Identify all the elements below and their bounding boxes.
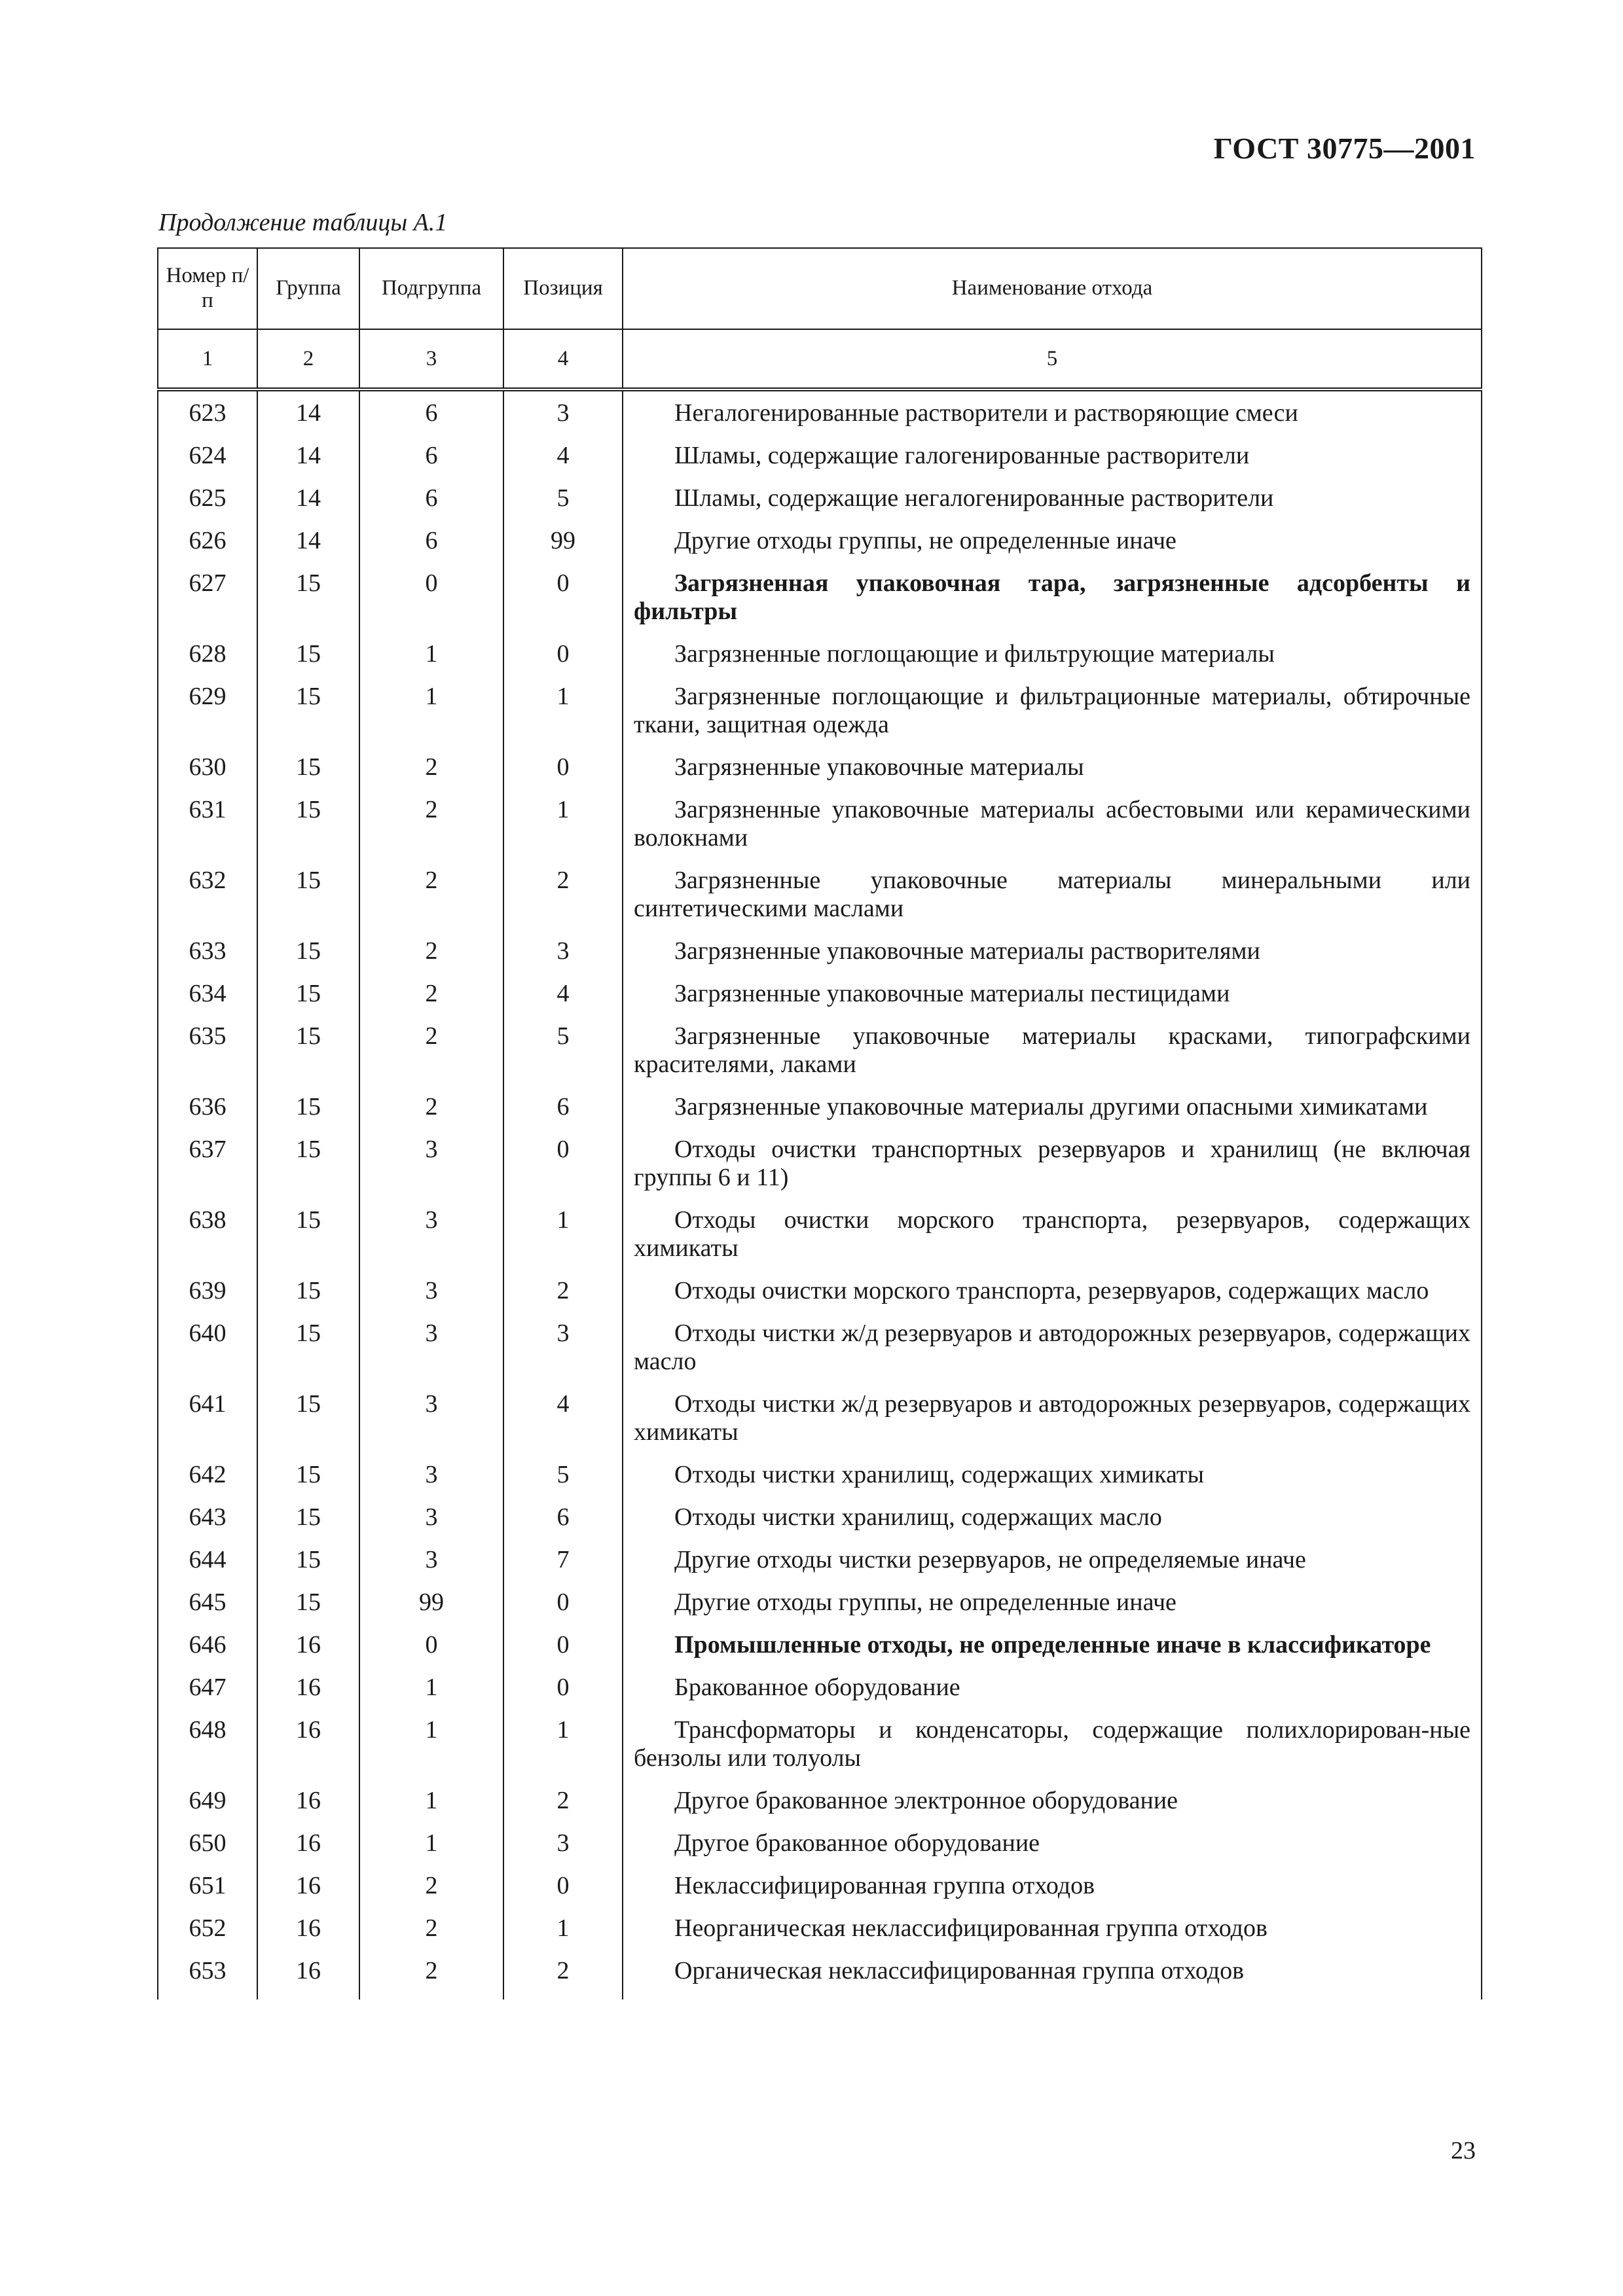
cell-number: 652	[158, 1914, 257, 1957]
cell-number: 640	[158, 1319, 257, 1390]
table-row	[158, 1716, 1482, 1787]
header-waste-name: Наименование отхода	[623, 248, 1482, 329]
cell-position: 1	[503, 796, 623, 867]
table-row	[158, 442, 1482, 484]
cell-waste-name: Загрязненные упаковочные материалы	[623, 753, 1482, 796]
table-row	[158, 1674, 1482, 1716]
cell-number: 645	[158, 1588, 257, 1631]
cell-number: 650	[158, 1829, 257, 1872]
cell-waste-name: Загрязненные упаковочные материалы минеральными или синтетическими маслами	[623, 867, 1482, 937]
cell-group: 14	[257, 527, 359, 569]
column-number: 4	[503, 329, 623, 389]
cell-number: 626	[158, 527, 257, 569]
cell-number: 648	[158, 1716, 257, 1787]
cell-position: 2	[503, 1277, 623, 1319]
cell-subgroup: 3	[359, 1136, 503, 1206]
cell-subgroup: 2	[359, 1093, 503, 1136]
cell-position: 7	[503, 1546, 623, 1588]
table-row	[158, 683, 1482, 753]
cell-subgroup: 1	[359, 1787, 503, 1829]
cell-subgroup: 1	[359, 1716, 503, 1787]
cell-waste-name: Загрязненные упаковочные материалы другими опасными химикатами	[623, 1093, 1482, 1136]
document-code: ГОСТ 30775—2001	[1213, 132, 1476, 165]
cell-number: 642	[158, 1461, 257, 1503]
cell-subgroup: 6	[359, 484, 503, 527]
cell-number: 637	[158, 1136, 257, 1206]
cell-waste-name: Другие отходы чистки резервуаров, не определяемые иначе	[623, 1546, 1482, 1588]
cell-position: 3	[503, 1319, 623, 1390]
cell-waste-name: Отходы очистки морского транспорта, резервуаров, содержащих химикаты	[623, 1206, 1482, 1277]
table-row	[158, 1093, 1482, 1136]
cell-number: 641	[158, 1390, 257, 1461]
cell-group: 16	[257, 1674, 359, 1716]
cell-waste-name: Загрязненная упаковочная тара, загрязненные адсорбенты и фильтры	[623, 569, 1482, 640]
cell-waste-name: Отходы чистки ж/д резервуаров и автодорожных резервуаров, содержащих масло	[623, 1319, 1482, 1390]
cell-group: 15	[257, 1588, 359, 1631]
page-number: 23	[1451, 2137, 1476, 2164]
cell-group: 15	[257, 569, 359, 640]
table-row	[158, 796, 1482, 867]
cell-group: 16	[257, 1957, 359, 2000]
cell-waste-name: Загрязненные поглощающие и фильтрующие материалы	[623, 640, 1482, 683]
table-row	[158, 1022, 1482, 1093]
cell-position: 1	[503, 1716, 623, 1787]
cell-position: 3	[503, 937, 623, 980]
cell-subgroup: 2	[359, 1022, 503, 1093]
cell-waste-name: Отходы чистки хранилищ, содержащих химикаты	[623, 1461, 1482, 1503]
table-row	[158, 1277, 1482, 1319]
cell-subgroup: 0	[359, 569, 503, 640]
cell-number: 625	[158, 484, 257, 527]
cell-subgroup: 3	[359, 1206, 503, 1277]
cell-subgroup: 2	[359, 1914, 503, 1957]
cell-waste-name: Отходы очистки транспортных резервуаров и хранилищ (не включая группы 6 и 11)	[623, 1136, 1482, 1206]
cell-position: 6	[503, 1503, 623, 1546]
cell-number: 631	[158, 796, 257, 867]
column-number: 5	[623, 329, 1482, 389]
table-row	[158, 1546, 1482, 1588]
cell-position: 0	[503, 1872, 623, 1914]
cell-subgroup: 1	[359, 1829, 503, 1872]
table-row	[158, 389, 1482, 442]
cell-group: 16	[257, 1716, 359, 1787]
header-number: Номер п/п	[158, 248, 257, 329]
cell-group: 15	[257, 1136, 359, 1206]
cell-group: 15	[257, 867, 359, 937]
cell-subgroup: 6	[359, 442, 503, 484]
cell-number: 653	[158, 1957, 257, 2000]
cell-subgroup: 1	[359, 640, 503, 683]
cell-group: 15	[257, 1461, 359, 1503]
cell-waste-name: Загрязненные поглощающие и фильтрационные материалы, обтирочные ткани, защитная одежда	[623, 683, 1482, 753]
cell-group: 16	[257, 1914, 359, 1957]
table-row	[158, 640, 1482, 683]
cell-waste-name: Органическая неклассифицированная группа отходов	[623, 1957, 1482, 2000]
cell-number: 647	[158, 1674, 257, 1716]
cell-group: 15	[257, 1503, 359, 1546]
cell-position: 2	[503, 867, 623, 937]
cell-position: 99	[503, 527, 623, 569]
header-subgroup: Подгруппа	[359, 248, 503, 329]
cell-group: 15	[257, 1319, 359, 1390]
cell-subgroup: 2	[359, 753, 503, 796]
cell-waste-name: Негалогенированные растворители и растворяющие смеси	[623, 389, 1482, 442]
table-row	[158, 527, 1482, 569]
cell-number: 624	[158, 442, 257, 484]
cell-waste-name: Неорганическая неклассифицированная группа отходов	[623, 1914, 1482, 1957]
cell-waste-name: Шламы, содержащие галогенированные растворители	[623, 442, 1482, 484]
cell-waste-name: Другое бракованное оборудование	[623, 1829, 1482, 1872]
cell-position: 2	[503, 1787, 623, 1829]
table-row	[158, 569, 1482, 640]
cell-position: 1	[503, 683, 623, 753]
cell-number: 636	[158, 1093, 257, 1136]
table-row	[158, 1319, 1482, 1390]
cell-number: 632	[158, 867, 257, 937]
table-row	[158, 1787, 1482, 1829]
table-row	[158, 1872, 1482, 1914]
cell-number: 646	[158, 1631, 257, 1674]
cell-number: 638	[158, 1206, 257, 1277]
column-number-row	[158, 329, 1482, 389]
cell-subgroup: 6	[359, 389, 503, 442]
cell-position: 0	[503, 1588, 623, 1631]
cell-waste-name: Шламы, содержащие негалогенированные растворители	[623, 484, 1482, 527]
table-row	[158, 1957, 1482, 2000]
cell-waste-name: Загрязненные упаковочные материалы растворителями	[623, 937, 1482, 980]
cell-group: 15	[257, 1022, 359, 1093]
table-row	[158, 1829, 1482, 1872]
cell-position: 0	[503, 1674, 623, 1716]
cell-group: 15	[257, 753, 359, 796]
cell-number: 623	[158, 389, 257, 442]
cell-subgroup: 2	[359, 796, 503, 867]
header-row	[158, 248, 1482, 329]
cell-waste-name: Другие отходы группы, не определенные иначе	[623, 1588, 1482, 1631]
cell-waste-name: Отходы чистки хранилищ, содержащих масло	[623, 1503, 1482, 1546]
cell-group: 15	[257, 683, 359, 753]
cell-group: 14	[257, 389, 359, 442]
cell-number: 627	[158, 569, 257, 640]
cell-group: 16	[257, 1872, 359, 1914]
cell-number: 634	[158, 980, 257, 1022]
cell-waste-name: Трансформаторы и конденсаторы, содержащие полихлорирован-ные бензолы или толуолы	[623, 1716, 1482, 1787]
cell-subgroup: 2	[359, 1872, 503, 1914]
cell-subgroup: 2	[359, 937, 503, 980]
cell-group: 14	[257, 484, 359, 527]
cell-group: 16	[257, 1631, 359, 1674]
cell-position: 4	[503, 980, 623, 1022]
cell-waste-name: Другое бракованное электронное оборудование	[623, 1787, 1482, 1829]
cell-position: 0	[503, 1136, 623, 1206]
cell-position: 1	[503, 1206, 623, 1277]
cell-position: 0	[503, 569, 623, 640]
cell-position: 0	[503, 753, 623, 796]
table-row	[158, 1390, 1482, 1461]
cell-position: 3	[503, 1829, 623, 1872]
cell-position: 6	[503, 1093, 623, 1136]
column-number: 1	[158, 329, 257, 389]
header-group: Группа	[257, 248, 359, 329]
cell-group: 15	[257, 1206, 359, 1277]
cell-number: 649	[158, 1787, 257, 1829]
cell-group: 15	[257, 1093, 359, 1136]
cell-subgroup: 0	[359, 1631, 503, 1674]
cell-subgroup: 3	[359, 1461, 503, 1503]
table-row	[158, 1206, 1482, 1277]
table-row	[158, 753, 1482, 796]
cell-waste-name: Отходы очистки морского транспорта, резервуаров, содержащих масло	[623, 1277, 1482, 1319]
cell-number: 651	[158, 1872, 257, 1914]
table-row	[158, 484, 1482, 527]
cell-number: 639	[158, 1277, 257, 1319]
cell-number: 635	[158, 1022, 257, 1093]
cell-group: 14	[257, 442, 359, 484]
table-caption: Продолжение таблицы А.1	[158, 209, 448, 236]
cell-number: 633	[158, 937, 257, 980]
cell-position: 0	[503, 640, 623, 683]
header-position: Позиция	[503, 248, 623, 329]
cell-position: 5	[503, 484, 623, 527]
cell-waste-name: Другие отходы группы, не определенные иначе	[623, 527, 1482, 569]
cell-subgroup: 3	[359, 1319, 503, 1390]
cell-group: 15	[257, 980, 359, 1022]
cell-waste-name: Загрязненные упаковочные материалы красками, типографскими красителями, лаками	[623, 1022, 1482, 1093]
table-row	[158, 1461, 1482, 1503]
cell-position: 4	[503, 442, 623, 484]
cell-waste-name: Неклассифицированная группа отходов	[623, 1872, 1482, 1914]
cell-subgroup: 2	[359, 867, 503, 937]
cell-subgroup: 1	[359, 683, 503, 753]
cell-position: 3	[503, 389, 623, 442]
cell-position: 2	[503, 1957, 623, 2000]
cell-group: 16	[257, 1829, 359, 1872]
cell-position: 4	[503, 1390, 623, 1461]
cell-group: 15	[257, 1546, 359, 1588]
table-row	[158, 937, 1482, 980]
cell-position: 5	[503, 1461, 623, 1503]
waste-table-container	[157, 247, 1481, 2000]
cell-number: 628	[158, 640, 257, 683]
cell-waste-name: Отходы чистки ж/д резервуаров и автодорожных резервуаров, содержащих химикаты	[623, 1390, 1482, 1461]
cell-group: 15	[257, 1390, 359, 1461]
cell-subgroup: 3	[359, 1503, 503, 1546]
cell-position: 0	[503, 1631, 623, 1674]
cell-waste-name: Промышленные отходы, не определенные иначе в классификаторе	[623, 1631, 1482, 1674]
cell-subgroup: 3	[359, 1277, 503, 1319]
table-row	[158, 1588, 1482, 1631]
cell-waste-name: Загрязненные упаковочные материалы пестицидами	[623, 980, 1482, 1022]
cell-number: 629	[158, 683, 257, 753]
column-number: 2	[257, 329, 359, 389]
cell-position: 5	[503, 1022, 623, 1093]
cell-subgroup: 6	[359, 527, 503, 569]
cell-group: 15	[257, 1277, 359, 1319]
cell-waste-name: Бракованное оборудование	[623, 1674, 1482, 1716]
table-row	[158, 1503, 1482, 1546]
cell-number: 630	[158, 753, 257, 796]
cell-subgroup: 2	[359, 980, 503, 1022]
table-body	[158, 389, 1482, 2000]
cell-subgroup: 3	[359, 1546, 503, 1588]
cell-subgroup: 99	[359, 1588, 503, 1631]
cell-number: 643	[158, 1503, 257, 1546]
cell-subgroup: 1	[359, 1674, 503, 1716]
table-row	[158, 1136, 1482, 1206]
cell-waste-name: Загрязненные упаковочные материалы асбестовыми или керамическими волокнами	[623, 796, 1482, 867]
cell-group: 15	[257, 796, 359, 867]
cell-position: 1	[503, 1914, 623, 1957]
table-row	[158, 867, 1482, 937]
waste-classification-table	[157, 247, 1482, 2000]
table-row	[158, 1914, 1482, 1957]
cell-subgroup: 3	[359, 1390, 503, 1461]
column-number: 3	[359, 329, 503, 389]
cell-subgroup: 2	[359, 1957, 503, 2000]
cell-group: 16	[257, 1787, 359, 1829]
cell-group: 15	[257, 937, 359, 980]
table-row	[158, 1631, 1482, 1674]
table-row	[158, 980, 1482, 1022]
cell-number: 644	[158, 1546, 257, 1588]
cell-group: 15	[257, 640, 359, 683]
